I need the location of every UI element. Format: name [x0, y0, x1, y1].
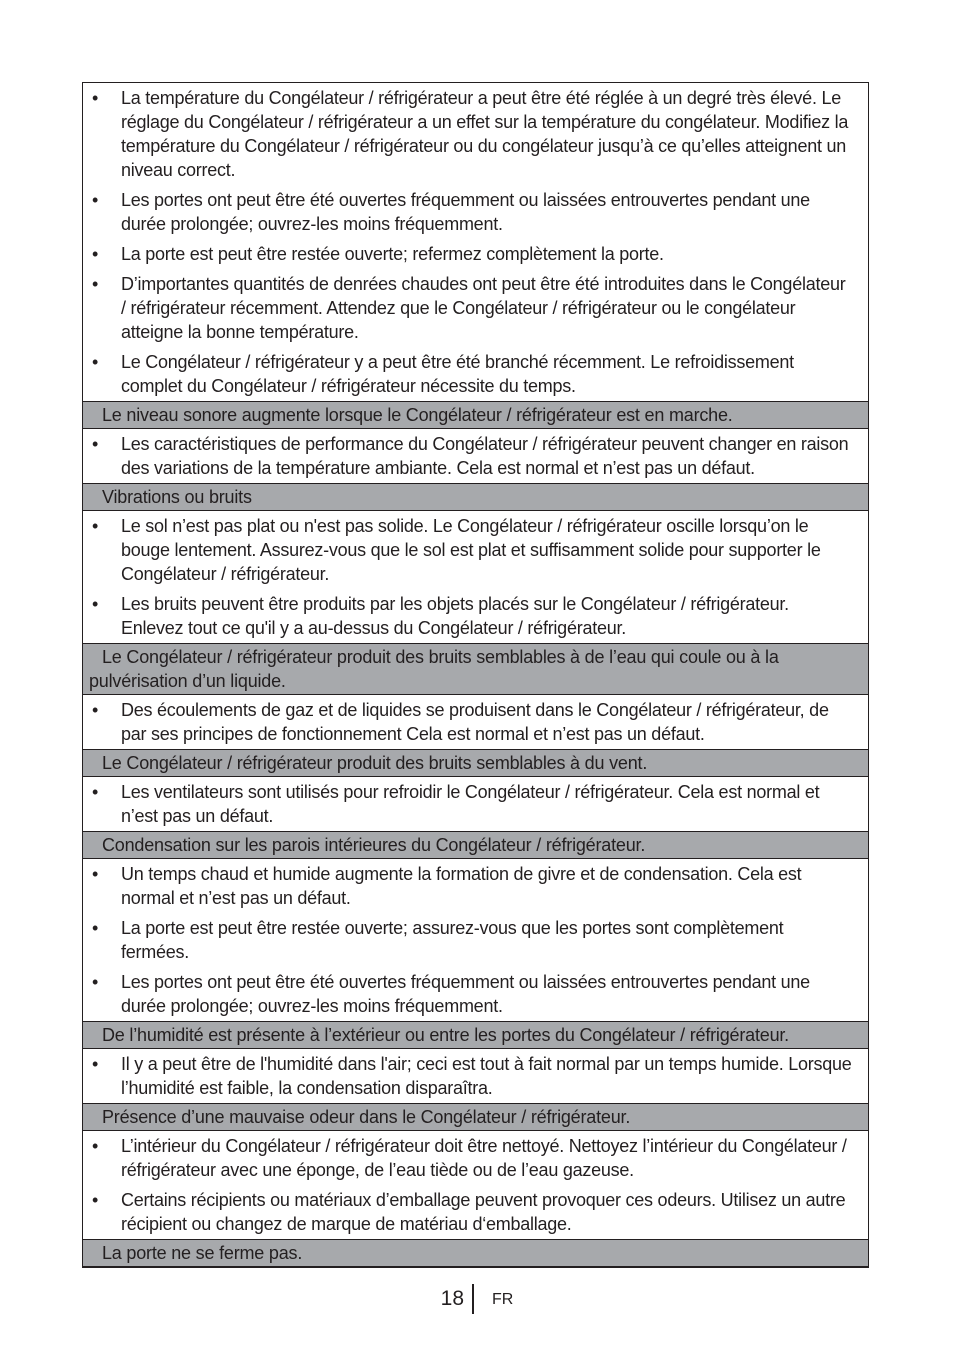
list-item [83, 85, 868, 187]
bullet-icon: • [92, 918, 99, 938]
language-code: FR [492, 1291, 514, 1308]
troubleshooting-table [82, 82, 869, 1268]
list-item [83, 241, 868, 271]
bullet-icon: • [92, 88, 99, 108]
list-item [83, 513, 868, 591]
list-item [83, 187, 868, 241]
list-item [83, 591, 868, 641]
section-heading: Le Congélateur / réfrigérateur produit des bruits semblables à de l’eau qui coule ou à la pulvérisation d’un liquide. [83, 643, 868, 695]
bullet-text: Le Congélateur / réfrigérateur y a peut être été branché récemment. Le refroidissement complet du Congélateur / réfrigérateur nécessite du temps. [121, 352, 794, 396]
bullet-icon: • [92, 434, 99, 454]
bullet-text: Un temps chaud et humide augmente la formation de givre et de condensation. Cela est normal et n’est pas un défaut. [121, 864, 802, 908]
list-item [83, 1051, 868, 1101]
list-item [83, 861, 868, 915]
section-heading: Le niveau sonore augmente lorsque le Congélateur / réfrigérateur est en marche. [83, 401, 868, 429]
bullet-icon: • [92, 274, 99, 294]
section-heading: Vibrations ou bruits [83, 483, 868, 511]
bullet-icon: • [92, 972, 99, 992]
bullet-icon: • [92, 1054, 99, 1074]
bullet-text: La porte est peut être restée ouverte; assurez-vous que les portes sont complètement fermées. [121, 918, 784, 962]
bullet-text: Des écoulements de gaz et de liquides se produisent dans le Congélateur / réfrigérateur, de par ses principes de fonctionnement Cela est normal et n’est pas un défaut. [121, 700, 829, 744]
bullet-icon: • [92, 244, 99, 264]
bullet-icon: • [92, 516, 99, 536]
bullet-icon: • [92, 190, 99, 210]
bullet-list [83, 695, 868, 749]
section-heading: La porte ne se ferme pas. [83, 1239, 868, 1267]
bullet-text: Les portes ont peut être été ouvertes fréquemment ou laissées entrouvertes pendant une durée prolongée; ouvrez-les moins fréquemment. [121, 972, 810, 1016]
bullet-list [83, 83, 868, 401]
bullet-icon: • [92, 700, 99, 720]
bullet-text: Il y a peut être de l'humidité dans l'air; ceci est tout à fait normal par un temps humide. Lorsque l’humidité est faible, la condensation disparaîtra. [121, 1054, 852, 1098]
bullet-list [83, 429, 868, 483]
bullet-icon: • [92, 352, 99, 372]
list-item [83, 349, 868, 399]
list-item [83, 1187, 868, 1237]
list-item [83, 969, 868, 1019]
bullet-list [83, 1131, 868, 1239]
bullet-text: Les bruits peuvent être produits par les objets placés sur le Congélateur / réfrigérateur. Enlevez tout ce qu'il y a au-dessus du Congélateur / réfrigérateur. [121, 594, 789, 638]
bullet-text: L’intérieur du Congélateur / réfrigérateur doit être nettoyé. Nettoyez l’intérieur du Congélateur / réfrigérateur avec une éponge, de l’eau tiède ou de l’eau gazeuse. [121, 1136, 847, 1180]
bullet-text: Les ventilateurs sont utilisés pour refroidir le Congélateur / réfrigérateur. Cela est normal et n’est pas un défaut. [121, 782, 820, 826]
bullet-list [83, 1049, 868, 1103]
section-heading: Le Congélateur / réfrigérateur produit des bruits semblables à du vent. [83, 749, 868, 777]
list-item [83, 1133, 868, 1187]
footer-divider [472, 1284, 474, 1314]
list-item [83, 697, 868, 747]
list-item [83, 271, 868, 349]
section-heading: De l’humidité est présente à l’extérieur ou entre les portes du Congélateur / réfrigérateur. [83, 1021, 868, 1049]
bullet-icon: • [92, 594, 99, 614]
bullet-icon: • [92, 1190, 99, 1210]
bullet-list [83, 777, 868, 831]
bullet-text: Les caractéristiques de performance du Congélateur / réfrigérateur peuvent changer en raison des variations de la température ambiante. Cela est normal et n’est pas un défaut. [121, 434, 849, 478]
list-item [83, 915, 868, 969]
bullet-list [83, 511, 868, 643]
bullet-icon: • [92, 864, 99, 884]
list-item [83, 779, 868, 829]
bullet-text: La température du Congélateur / réfrigérateur a peut être été réglée à un degré très élevé. Le réglage du Congélateur / réfrigérateur a un effet sur la température du congélateur. Modifiez la température du Congélateur / réfrigérateur ou du congélateur jusqu’à ce qu’elles atteignent un niveau correct. [121, 88, 849, 180]
bullet-icon: • [92, 1136, 99, 1156]
bullet-list [83, 859, 868, 1021]
list-item [83, 431, 868, 481]
bullet-text: D’importantes quantités de denrées chaudes ont peut être été introduites dans le Congélateur / réfrigérateur récemment. Attendez que le Congélateur / réfrigérateur ou le congélateur atteigne la bonne température. [121, 274, 846, 342]
page-number: 18 [440, 1287, 464, 1310]
page-footer [0, 1284, 954, 1314]
bullet-icon: • [92, 782, 99, 802]
section-heading: Présence d’une mauvaise odeur dans le Congélateur / réfrigérateur. [83, 1103, 868, 1131]
bullet-text: Les portes ont peut être été ouvertes fréquemment ou laissées entrouvertes pendant une durée prolongée; ouvrez-les moins fréquemment. [121, 190, 810, 234]
bullet-text: Certains récipients ou matériaux d’emballage peuvent provoquer ces odeurs. Utilisez un autre récipient ou changez de marque de matériau d‘emballage. [121, 1190, 846, 1234]
bullet-text: La porte est peut être restée ouverte; refermez complètement la porte. [121, 244, 664, 264]
bullet-text: Le sol n’est pas plat ou n'est pas solide. Le Congélateur / réfrigérateur oscille lorsqu’on le bouge lentement. Assurez-vous que le sol est plat et suffisamment solide pour supporter le Congélateur / réfrigérateur. [121, 516, 821, 584]
section-heading: Condensation sur les parois intérieures du Congélateur / réfrigérateur. [83, 831, 868, 859]
